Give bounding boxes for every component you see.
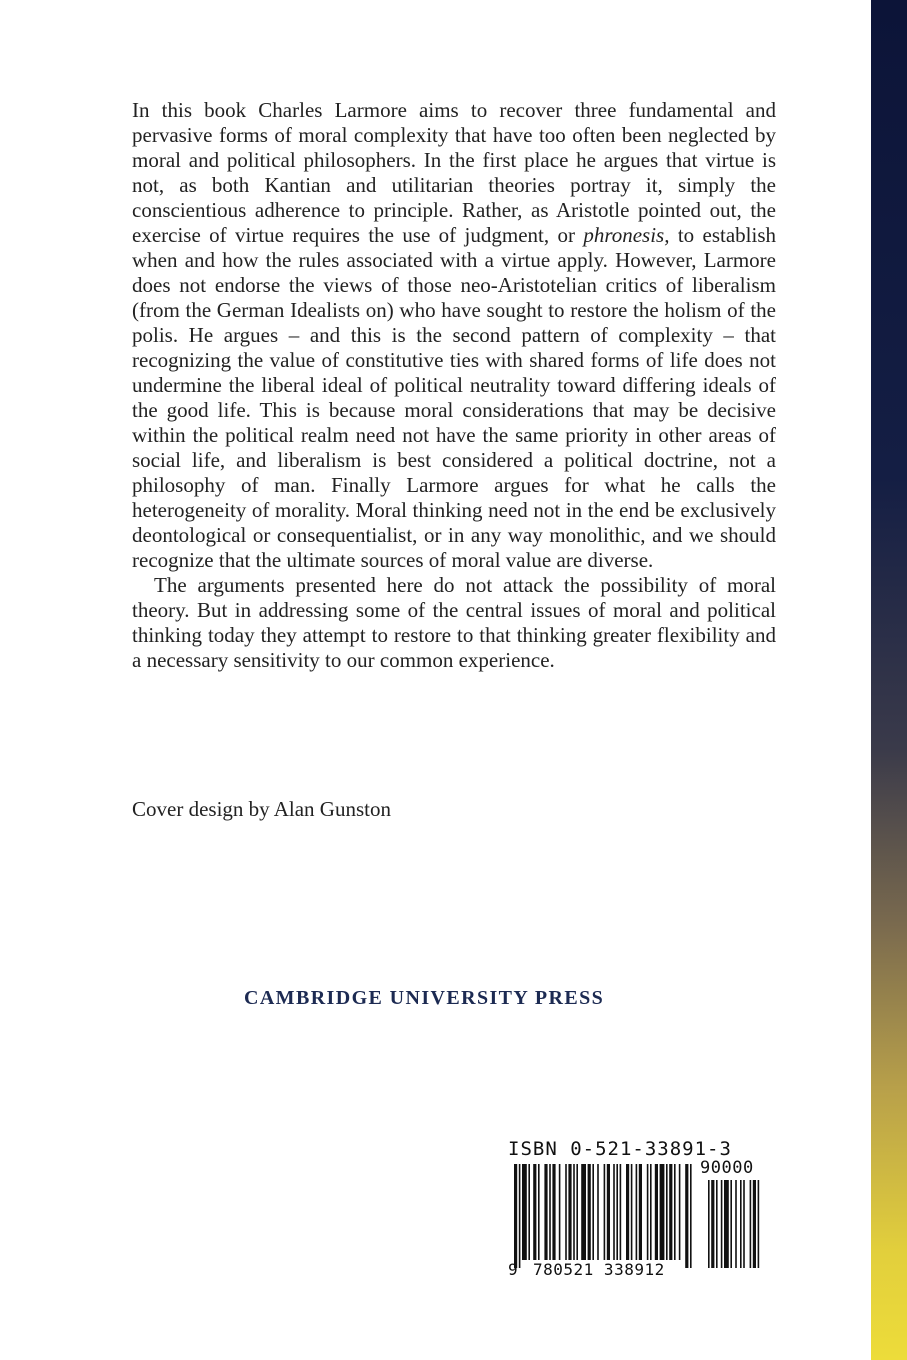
barcode-bar	[631, 1164, 633, 1260]
addon-bar	[730, 1180, 732, 1268]
addon-bar	[724, 1180, 729, 1268]
barcode-bar	[613, 1164, 615, 1260]
cover-design-credit: Cover design by Alan Gunston	[132, 797, 391, 821]
ean-digits: 780521 338912	[533, 1260, 665, 1279]
barcode-bar	[549, 1164, 551, 1260]
barcode-bar	[666, 1164, 668, 1260]
barcode-bar	[639, 1164, 642, 1260]
addon-bar	[735, 1180, 737, 1268]
barcode-bar	[576, 1164, 578, 1260]
blurb-paragraph-2: The arguments presented here do not attack the possibility of moral theory. But in addressing some of the central issues of moral and political thinking today they attempt to restore to that thinking greater flexibility and a necessary sensitivity to our common experience.	[132, 573, 776, 672]
barcode-bar	[573, 1164, 575, 1260]
blurb-paragraph-1: In this book Charles Larmore aims to recover three fundamental and pervasive forms of moral complexity that have too often been neglected by moral and political philosophers. In the first place he argues that virtue is not, as both Kantian and utilitarian theories portray it, simply the conscientious adherence to principle. Rather, as Aristotle pointed out, the exercise of virtue requires the use of judgment, or phronesis, to establish when and how the rules associated with a virtue apply. However, Larmore does not endorse the views of those neo-Aristotelian critics of liberalism (from the German Idealists on) who have sought to restore the holism of the polis. He argues – and this is the second pattern of complexity – that recognizing the value of constitutive ties with shared forms of life does not undermine the liberal ideal of political neutrality toward differing ideals of the good life. This is because moral considerations that may be decisive within the political realm need not have the same priority in other areas of social life, and liberalism is best considered a political doctrine, not a philosophy of man. Finally Larmore argues for what he calls the heterogeneity of morality. Moral thinking need not in the end be exclusively deontological or consequentialist, or in any way monolithic, and we should recognize that the ultimate sources of moral value are diverse.	[132, 98, 777, 572]
barcode-bar	[669, 1164, 672, 1260]
addon-bar	[758, 1180, 760, 1268]
barcode-bar	[522, 1164, 527, 1260]
publisher-name: CAMBRIDGE UNIVERSITY PRESS	[244, 987, 605, 1009]
barcode-bar	[519, 1164, 521, 1268]
addon-bar	[740, 1180, 742, 1268]
barcode-bar	[552, 1164, 555, 1260]
barcode-bar	[679, 1164, 681, 1260]
phronesis-term: phronesis,	[583, 223, 670, 247]
barcode-bar	[544, 1164, 547, 1260]
barcode-bar	[690, 1164, 692, 1268]
barcode-bar	[604, 1164, 606, 1268]
addon-bar	[753, 1180, 756, 1268]
price-addon-digits: 90000	[700, 1158, 754, 1178]
barcode-bar	[559, 1164, 561, 1260]
addon-bar	[708, 1180, 710, 1268]
spine-edge-gradient	[871, 0, 907, 1360]
barcode-bar	[650, 1164, 652, 1260]
barcode-bar	[597, 1164, 599, 1260]
barcode-bar	[528, 1164, 530, 1260]
barcode-bar	[514, 1164, 517, 1268]
addon-bar	[721, 1180, 723, 1268]
addon-bar	[716, 1180, 718, 1268]
barcode-bar	[626, 1164, 629, 1260]
barcode-bar	[660, 1164, 665, 1260]
barcode-bar	[620, 1164, 622, 1260]
barcode-bar	[538, 1164, 540, 1260]
barcode-bar	[636, 1164, 638, 1260]
barcode-bar	[685, 1164, 688, 1268]
barcode-bars	[512, 1164, 760, 1268]
blurb-text	[132, 98, 776, 673]
addon-bar	[711, 1180, 714, 1268]
barcode-bar	[581, 1164, 586, 1260]
barcode-bar	[588, 1164, 591, 1260]
isbn-number: ISBN 0-521-33891-3	[508, 1138, 732, 1160]
barcode-bar	[655, 1164, 658, 1260]
ean-first-digit: 9	[508, 1260, 518, 1279]
barcode-bar	[568, 1164, 571, 1260]
barcode-bar	[533, 1164, 536, 1260]
barcode-bar	[592, 1164, 594, 1260]
addon-bar	[743, 1180, 745, 1268]
addon-bar	[750, 1180, 752, 1268]
barcode-bar	[674, 1164, 676, 1260]
barcode-bar	[647, 1164, 649, 1260]
barcode-bar	[565, 1164, 567, 1260]
isbn-barcode	[508, 1138, 760, 1278]
barcode-bar	[616, 1164, 618, 1260]
barcode-bar	[607, 1164, 610, 1260]
